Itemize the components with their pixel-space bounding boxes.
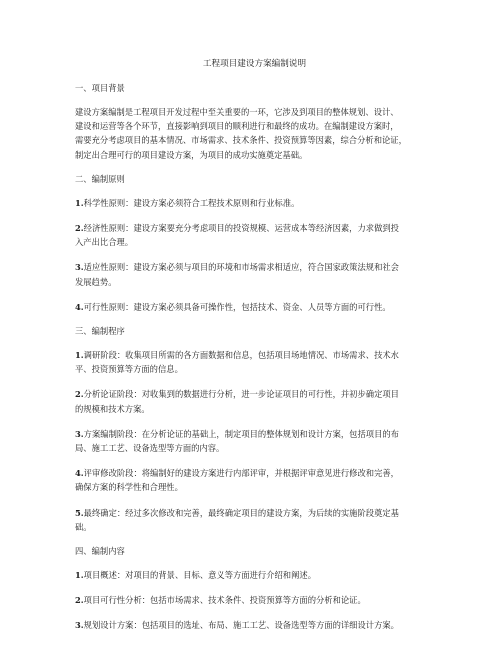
- text-line: [75, 441, 434, 455]
- text-line: [75, 387, 434, 401]
- numbered-item: [75, 593, 434, 607]
- text-line: [75, 466, 434, 480]
- item-number: 4.: [75, 301, 84, 312]
- line-text: 调研阶段：收集项目所需的各方面数据和信息，包括项目场地情况、市场需求、技术水: [83, 350, 399, 361]
- numbered-item: [75, 196, 434, 210]
- line-text: 方案编制阶段：在分析论证的基础上，制定项目的整体规划和设计方案，包括项目的布: [83, 428, 399, 439]
- text-line: [75, 105, 434, 119]
- item-number: 1.: [75, 570, 84, 581]
- section-heading: 一、项目背景: [75, 83, 125, 93]
- numbered-item: [75, 260, 434, 288]
- text-line: [75, 221, 434, 235]
- numbered-item: [75, 466, 434, 494]
- item-number: 2.: [75, 595, 84, 606]
- line-text: 的规模和技术方案。: [75, 403, 150, 414]
- section-heading: 二、编制原则: [75, 173, 125, 184]
- numbered-item: [75, 387, 434, 415]
- numbered-item: [75, 221, 434, 249]
- item-number: 4.: [75, 468, 84, 479]
- item-number: 3.: [75, 262, 84, 273]
- text-line: [75, 148, 434, 162]
- text-line: [75, 348, 434, 362]
- text-line: [75, 568, 434, 582]
- text-line: [75, 506, 434, 520]
- numbered-item: [75, 427, 434, 455]
- text-line: [75, 362, 434, 376]
- line-text: 础。: [75, 521, 92, 532]
- line-text: 项目可行性分析：包括市场需求、技术条件、投资预算等方面的分析和论证。: [83, 595, 366, 606]
- item-number: 3.: [75, 620, 84, 631]
- item-number: 1.: [75, 197, 84, 208]
- item-number: 2.: [75, 223, 84, 234]
- line-text: 建设和运营等各个环节，直接影响到项目的顺利进行和最终的成功。在编制建设方案时，: [75, 121, 399, 132]
- text-line: [75, 480, 434, 494]
- line-text: 分析论证阶段：对收集到的数据进行分析，进一步论证项目的可行性，并初步确定项目: [83, 389, 399, 400]
- line-text: 项目概述：对项目的背景、目标、意义等方面进行介绍和阐述。: [83, 570, 316, 581]
- item-number: 3.: [75, 428, 84, 439]
- item-number: 5.: [75, 507, 84, 518]
- section-heading: 三、编制程序: [75, 326, 125, 337]
- text-line: [75, 196, 434, 210]
- paragraph: [75, 105, 434, 162]
- line-text: 科学性原则：建设方案必须符合工程技术原则和行业标准。: [83, 197, 300, 208]
- line-text: 评审修改阶段：将编制好的建设方案进行内部评审，并根据评审意见进行修改和完善，: [83, 468, 399, 479]
- numbered-item: [75, 506, 434, 534]
- line-text: 最终确定：经过多次修改和完善，最终确定项目的建设方案，为后续的实施阶段奠定基: [83, 507, 399, 518]
- document-title: 工程项目建设方案编制说明: [202, 59, 307, 69]
- section-heading: 四、编制内容: [75, 546, 125, 557]
- numbered-item: [75, 568, 434, 582]
- numbered-item: [75, 618, 434, 632]
- item-number: 1.: [75, 350, 84, 361]
- text-line: [75, 593, 434, 607]
- line-text: 可行性原则：建设方案必须具备可操作性，包括技术、资金、人员等方面的可行性。: [83, 301, 391, 312]
- line-text: 局、施工工艺、设备选型等方面的内容。: [75, 443, 225, 454]
- text-line: [75, 275, 434, 289]
- text-line: [75, 133, 434, 147]
- text-line: [75, 235, 434, 249]
- text-line: [75, 300, 434, 314]
- text-line: [75, 520, 434, 534]
- line-text: 确保方案的科学性和合理性。: [75, 482, 183, 493]
- item-number: 2.: [75, 389, 84, 400]
- line-text: 发展趋势。: [75, 276, 117, 287]
- text-line: [75, 260, 434, 274]
- line-text: 规划设计方案：包括项目的选址、布局、施工工艺、设备选型等方面的详细设计方案。: [83, 620, 399, 631]
- line-text: 适应性原则：建设方案必须与项目的环境和市场需求相适应，符合国家政策法规和社会: [83, 262, 399, 273]
- numbered-item: [75, 348, 434, 376]
- numbered-item: [75, 300, 434, 314]
- line-text: 建设方案编制是工程项目开发过程中至关重要的一环，它涉及到项目的整体规划、设计、: [75, 107, 399, 117]
- line-text: 平、投资预算等方面的信息。: [75, 364, 183, 375]
- line-text: 制定出合理可行的项目建设方案，为项目的成功实施奠定基础。: [75, 149, 308, 160]
- line-text: 入产出比合理。: [75, 237, 134, 248]
- line-text: 经济性原则：建设方案要充分考虑项目的投资规模、运营成本等经济因素，力求做到投: [83, 223, 399, 234]
- text-line: [75, 427, 434, 441]
- document-body: [75, 82, 434, 633]
- text-line: [75, 402, 434, 416]
- line-text: 需要充分考虑项目的基本情况、市场需求、技术条件、投资预算等因素，综合分析和论证，: [75, 135, 407, 146]
- text-line: [75, 618, 434, 632]
- text-line: [75, 119, 434, 133]
